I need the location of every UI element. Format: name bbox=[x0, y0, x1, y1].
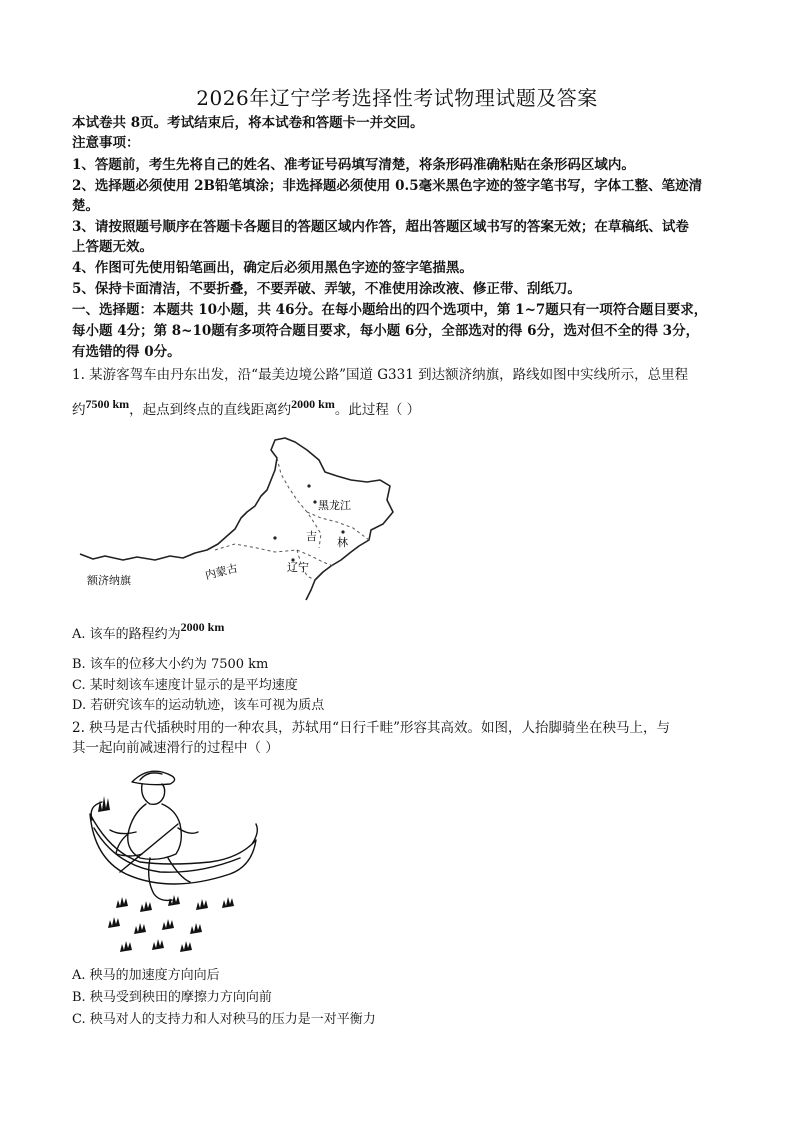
map-label-jilin: 吉 bbox=[306, 530, 317, 543]
q1-option-d: D. 若研究该车的运动轨迹，该车可视为质点 bbox=[72, 698, 325, 713]
q1-total-distance: 7500 km bbox=[85, 397, 130, 411]
q1-option-b: B. 该车的位移大小约为 7500 km bbox=[72, 657, 269, 672]
q1-option-a-text: A. 该车的路程约为 bbox=[72, 627, 181, 642]
notes-heading: 注意事项： bbox=[72, 135, 140, 151]
q1-option-a-distance: 2000 km bbox=[180, 620, 225, 634]
q2-option-b: B. 秧马受到秧田的摩擦力方向向前 bbox=[72, 990, 272, 1005]
dot-markers bbox=[273, 484, 344, 561]
note-line: 楚。 bbox=[72, 198, 99, 214]
q2-yangma-illustration bbox=[80, 762, 270, 957]
head bbox=[142, 784, 165, 804]
note-line: 上答题无效。 bbox=[72, 239, 153, 255]
q2-option-a: A. 秧马的加速度方向向后 bbox=[72, 968, 220, 983]
note-line: 2、选择题必须使用 2B铅笔填涂；非选择题必须使用 0.5毫米黑色字迹的签字笔书写，字体工整、笔迹清 bbox=[72, 178, 703, 194]
q1-stem-line1: 1. 某游客驾车由丹东出发，沿“最美边境公路”国道 G331 到达额济纳旗，路线如图中实线所示，总里程 bbox=[72, 367, 689, 383]
q2-stem-line2: 其一起向前减速滑行的过程中（ ） bbox=[72, 740, 279, 756]
map-label-ejina: 额济纳旗 bbox=[87, 574, 131, 587]
q2-option-c: C. 秧马对人的支持力和人对秧马的压力是一对平衡力 bbox=[72, 1012, 376, 1027]
yangma-boat bbox=[90, 814, 256, 884]
rice-seedlings bbox=[98, 796, 234, 952]
q1-text: 约 bbox=[72, 402, 86, 418]
q2-stem-line1: 2. 秧马是古代插秧时用的一种农具，苏轼用“日行千畦”形容其高效。如图，人抬脚骑坐在秧马上，与 bbox=[72, 720, 670, 736]
q1-option-a bbox=[72, 620, 225, 645]
q1-stem-line2 bbox=[72, 397, 421, 420]
note-line: 1、答题前，考生先将自己的姓名、准考证号码填写清楚，将条形码准确粘贴在条形码区域内。 bbox=[72, 157, 635, 173]
map-label-neimenggu: 内蒙古 bbox=[203, 561, 240, 583]
q1-option-c: C. 某时刻该车速度计显示的是平均速度 bbox=[72, 678, 298, 693]
section-heading-line: 一、选择题：本题共 10小题，共 46分。在每小题给出的四个选项中，第 1~7题只有一项符合题目要求， bbox=[72, 302, 708, 318]
q1-text: ，起点到终点的直线距离约 bbox=[129, 402, 292, 418]
note-line: 3、请按照题号顺序在答题卡各题目的答题区域内作答，超出答题区域书写的答案无效；在草稿纸、试卷 bbox=[72, 219, 689, 235]
map-label-liaoning: 辽宁 bbox=[287, 561, 309, 574]
q1-text: 。此过程（ ） bbox=[334, 402, 421, 418]
q1-straight-distance: 2000 km bbox=[291, 397, 335, 411]
q1-route-map bbox=[75, 432, 405, 612]
note-line: 4、作图可先使用铅笔画出，确定后必须用黑色字迹的签字笔描黑。 bbox=[72, 260, 473, 276]
section-heading-line: 有选错的得 0分。 bbox=[72, 344, 181, 360]
map-label-heilongjiang: 黑龙江 bbox=[318, 499, 351, 512]
section-heading-line: 每小题 4分；第 8~10题有多项符合题目要求，每小题 6分，全部选对的得 6分，选对但不全的得 3分， bbox=[72, 323, 700, 339]
note-line: 5、保持卡面清洁，不要折叠，不要弄破、弄皱，不准使用涂改液、修正带、刮纸刀。 bbox=[72, 281, 581, 297]
page-title: 2026年辽宁学考选择性考试物理试题及答案 bbox=[196, 86, 598, 110]
intro-text: 本试卷共 8页。考试结束后，将本试卷和答题卡一并交回。 bbox=[72, 115, 424, 131]
map-label-jilin: 林 bbox=[337, 536, 348, 549]
